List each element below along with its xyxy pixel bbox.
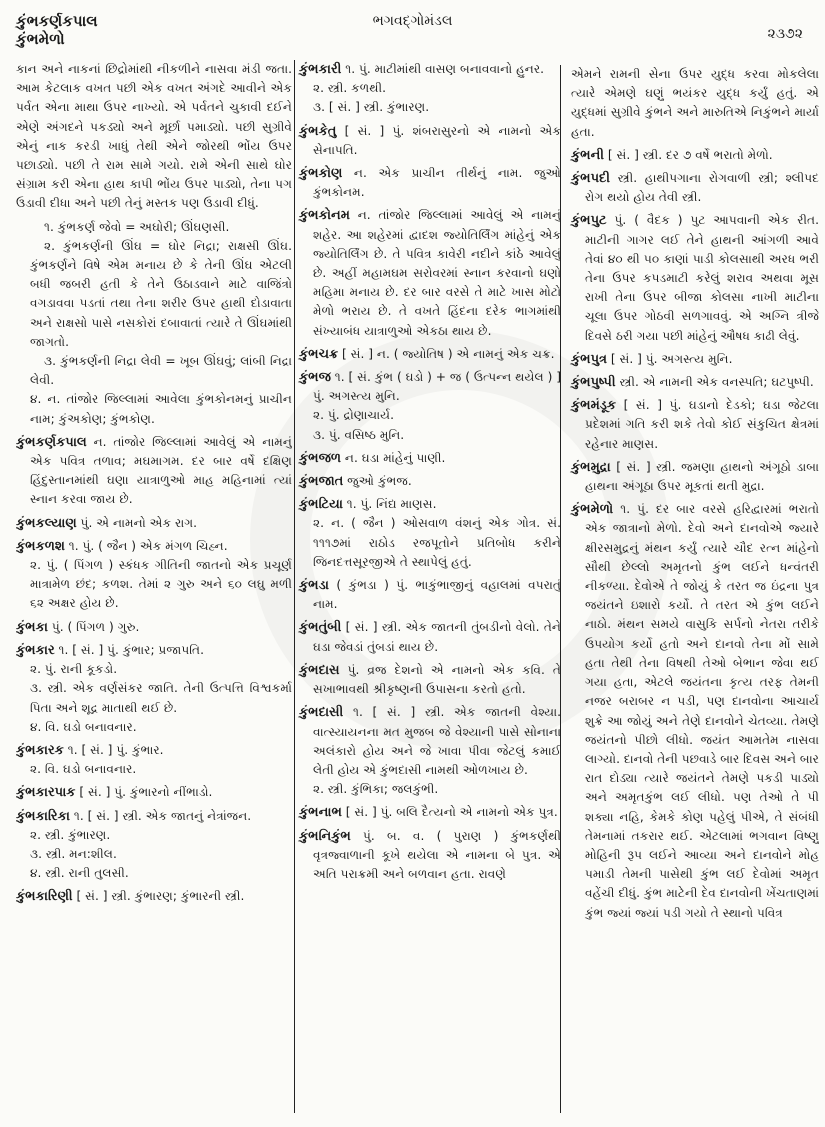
definition: ૧. પું. ( જૈન ) એક મંગળ ચિહ્ન. — [64, 538, 228, 553]
definition: ( કુંભડા ) પું. ભાકુંભાજીનું વહાલમાં વપરાતું નામ. — [313, 578, 561, 612]
definition: ૧. પું. નિંદ્ય માણસ. — [342, 497, 437, 512]
entry-main — [571, 350, 819, 369]
definition: ન. તાંજોર જિલ્લામાં આવેલું એ નામનું શહેર. આ શહેરમાં દ્વાદશ જ્યોતિર્લિંગ માંહેનું એક જ્યોતિર્લિંગ છે. તે પવિત્ર કાવેરી નદીને કાંઠે આવેલું છે. અહીં મહામઘમ સરોવરમાં સ્નાન કરવાનો ઘણો મહિમા મનાય છે. દર બાર વરસે તે માટે ખાસ મોટો મેળો ભરાય છે. તે વખતે હિંદના દરેક ભાગમાંથી સંખ્યાબંધ યાત્રાળુઓ એકઠા થાય છે. — [313, 208, 561, 338]
dictionary-entry — [571, 458, 819, 496]
dictionary-entry — [571, 350, 819, 369]
dictionary-entry — [571, 146, 819, 165]
guide-word-first: કુંભકર્ણકપાલ — [16, 12, 98, 30]
entry-main — [299, 472, 561, 491]
entry-main — [16, 783, 292, 802]
definition: [ સં. ] પું. બલિ દૈત્યનો એ નામનો એક પુત્ર. — [341, 805, 558, 820]
headword: કુંભકર્ણકપાલ — [16, 434, 87, 450]
headword: કુંભપુટ — [571, 213, 607, 229]
entry-list — [571, 146, 819, 923]
dictionary-entry — [16, 887, 292, 906]
headword: કુંભકારક — [16, 742, 64, 758]
definition: ન. ઘડા માંહેનું પાણી. — [341, 450, 446, 465]
sense: ૨. સ્ત્રી. કુંભિકા; જલકુંભી. — [313, 782, 439, 797]
headword: કુંભતુંબી — [299, 620, 342, 636]
entry-main — [571, 396, 819, 454]
sense: ૩. પું. વસિષ્ઠ મુનિ. — [313, 427, 405, 442]
headword: કુંભદાસી — [299, 705, 344, 721]
definition: ૧. પું. દર બાર વરસે હરિદ્વારમાં ભરાતો એક જાત્રાનો મેળો. દેવો અને દાનવોએ જ્યારે ક્ષીરસમુદ્રનું મંથન કર્યું ત્યારે ચૌદ રત્ન માંહેનો સૌથી છેલ્લો અમૃતનો કુંભ લઈને ધન્વંતરી નીકળ્યા. દેવોએ તે જોયું કે તરત જ ઇંદ્રના પુત્ર જયંતને ઇશારો કર્યો. તે તરત એ કુંભ લઈને નાઠો. મંથન સમયે વાસુકિ સર્પનો નેતરા તરીકે ઉપયોગ કર્યો હતો અને દાનવો તેના મોં સામે હતા તેથી તેના વિષથી તેઓ બેભાન જેવા થઈ ગયા હતા, એટલે જયંતના કૃત્ય તરફ તેમની નજર બરાબર ન પડી, પણ દાનવોના આચાર્ય શુક્રે આ જોયું અને તેણે દાનવોને ચેતવ્યા. તેમણે જયંતનો પીછો લીધો. જયંત આમતેમ નાસવા લાગ્યો. દાનવો તેની પછવાડે બાર દિવસ અને બાર રાત દોડ્યા ત્યારે જયંતને તેમણે પકડી પાડ્યો અને અમૃતકુંભ લઈ લીધો. પણ તેઓ તે પી શક્યા નહિ, કેમકે કોણ પહેલું પીએ, તે સંબંધી તેમનામાં તકરાર થઈ. એટલામાં ભગવાન વિષ્ણુ મોહિની રૂપ લઈને આવ્યા અને દાનવોને મોહ પમાડી તેમની પાસેથી કુંભ લઈ દેવોમાં અમૃત વહેંચી દીધું. કુંભ માટેની દેવ દાનવોની ખેંચતાણમાં કુંભ જ્યાં જ્યાં પડી ગયો તે સ્થાનો પવિત્ર — [585, 502, 819, 920]
dictionary-entry — [299, 472, 561, 491]
definition: ન. તાંજોર જિલ્લામાં આવેલું એ નામનું એક પવિત્ર તળાવ; મઘમાગમ. દર બાર વર્ષે દક્ષિણ હિંદુસ્તાનમાંથી ઘણા યાત્રાળુઓ માહ મહિનામાં ત્યાં સ્નાન કરવા જાય છે. — [30, 434, 292, 507]
entry-main — [299, 164, 561, 202]
headword: કુંભકારપાક — [16, 785, 76, 801]
headword: કુંભપુષ્પી — [571, 375, 616, 391]
entry-main — [571, 211, 819, 345]
entry-main — [571, 373, 819, 392]
sense: ૪. ન. તાંજોર જિલ્લામાં આવેલા કુંભકોનમનું પ્રાચીન નામ; કુંઅકોણ; કુંભકોણ. — [30, 392, 292, 426]
guide-word-last: કુંભમેળો — [16, 30, 65, 48]
definition: પું. ( વૈદક ) પુટ આપવાની એક રીત. માટીની ગાગર લઈ તેને હાથની આંગળી આવે તેવાં ૪૦ થી ૫૦ કાણાં પાડી કોલસાથી અરધ ભરી તેના ઉપર કપડમાટી કરેલું શરાવ અથવા મૂસ રાખી તેના ઉપર બીજા કોલસા નાખી માટીના ચૂલા ઉપર ગોઠવી સળગાવવું. એ અગ્નિ ત્રીજે દિવસે ઠરી ગયા પછી માંહેનું ઔષધ કાઢી લેવું. — [585, 213, 819, 343]
entry-main — [299, 449, 561, 468]
page-header — [0, 0, 825, 60]
entry-main — [16, 537, 292, 556]
definition: [ સં. ] પું. કુંભારનો નીંભાડો. — [75, 785, 213, 800]
definition: ૧. પું. માટીમાંથી વાસણ બનાવવાનો હુનર. — [341, 62, 545, 76]
dictionary-entry — [16, 618, 292, 637]
sense: ૨. પું. ( પિંગળ ) સ્કંધક ગીતિની જાતનો એક પ્રચૂર્ણ માત્રામેળ છંદ; કળશ. તેમાં ૨ ગુરુ અને ૬૦ લઘુ મળી ૬૨ અક્ષર હોય છે. — [30, 558, 292, 611]
dictionary-entry — [299, 368, 561, 445]
headword: કુંભમેળો — [571, 502, 614, 518]
definition: ૧. [ સં. ] પું. કુંભાર; પ્રજાપતિ. — [54, 642, 205, 657]
dictionary-entry — [299, 449, 561, 468]
entry-main — [299, 576, 561, 614]
entry-main — [299, 122, 561, 160]
entry-main — [299, 661, 561, 699]
entry-main — [299, 60, 561, 79]
headword: કુંભકારિણી — [16, 889, 73, 905]
headword: કુંભજ — [299, 370, 331, 386]
sense: ૩. સ્ત્રી. મન:શીલ. — [30, 846, 117, 861]
entry-main — [299, 618, 561, 656]
definition: [ સં. ] સ્ત્રી. કુંભારણ; કુંભારની સ્ત્રી. — [72, 889, 245, 904]
definition: ૧. [ સં. કુંભ ( ઘડો ) + જ ( ઉત્પન્ન થયેલ ) ] પું. અગસ્ત્ય મુનિ. — [313, 370, 561, 404]
sense: ૨. વિ. ઘડો બનાવનાર. — [30, 762, 137, 777]
definition: [ સં. ] પું. અગસ્ત્ય મુનિ. — [607, 351, 733, 366]
entry-main — [571, 500, 819, 922]
dictionary-entry — [16, 641, 292, 737]
column-middle — [294, 60, 561, 1113]
headword: કુંભકલ્યાણ — [16, 515, 77, 531]
dictionary-entry — [571, 211, 819, 345]
headword: કુંભજાત — [299, 474, 344, 490]
dictionary-entry — [16, 537, 292, 614]
headword: કુંભનાભ — [299, 805, 342, 821]
definition: [ સં. ] ન. ( જ્યોતિષ ) એ નામનું એક ચક્ર. — [338, 346, 555, 361]
dictionary-entry — [299, 618, 561, 656]
headword: કુંભમુદ્રા — [571, 459, 611, 475]
sense: ૨. પું. દ્રોણાચાર્ય. — [313, 408, 395, 423]
dictionary-entry — [299, 122, 561, 160]
definition: [ સં. ] સ્ત્રી. એક જાતની તુંબડીનો વેલો. તેને ઘડા જેવડાં તુંબડાં થાય છે. — [313, 620, 561, 654]
headword: કુંભડા — [299, 578, 329, 594]
page-number: ૨૩૭૨ — [767, 26, 803, 42]
headword: કુંભપદી — [571, 171, 611, 187]
dictionary-entry — [299, 827, 561, 885]
entry-main — [16, 433, 292, 510]
column-left — [16, 60, 292, 1113]
entry-list — [16, 433, 292, 907]
entry-main — [299, 495, 561, 514]
continued-text: કાન અને નાકનાં છિદ્રોમાંથી નીકળીને નાસવા મંડી જતા. આમ કેટલાક વખત પછી એક વખત અંગદે આવીને એક પર્વત એના માથા ઉપર નાખ્યો. એ પર્વતને ચુકાવી દઈને એણે અંગદને પકડ્યો અને મૂર્છા પમાડ્યો. પછી સુગ્રીવે એનું નાક કરડી ખાધું તેથી એને જોરથી ભોંય ઉપર પછાડ્યો. પછી તે રામ સામે ગયો. રામે એની સાથે ઘોર સંગ્રામ કરી એના હાથ કાપી ભોંય ઉપર પાડ્યો, તેના પગ ઉડાવી દીધા અને પછી તેનું મસ્તક પણ ઉડાવી દીધું. — [16, 62, 292, 211]
definition: [ સં. ] પું. શંબરાસુરનો એ નામનો એક સેનાપતિ. — [313, 123, 561, 157]
dictionary-entry — [299, 803, 561, 822]
dictionary-entry — [16, 433, 292, 510]
dictionary-entry — [571, 500, 819, 922]
dictionary-entry — [299, 661, 561, 699]
entry-main — [299, 345, 561, 364]
dictionary-entry — [299, 206, 561, 340]
headword: કુંભદાસ — [299, 662, 340, 678]
headword: કુંભકા — [16, 619, 48, 635]
entry-main — [16, 618, 292, 637]
definition: ૧. [ સં. ] સ્ત્રી. એક જાતનું નેત્રાંજન. — [69, 808, 252, 823]
dictionary-entry — [16, 783, 292, 802]
headword: કુંભનિકુંભ — [299, 828, 351, 844]
headword: કુંભકારિકા — [16, 808, 70, 824]
definition: પું. એ નામનો એક રાગ. — [76, 515, 198, 530]
entry-main — [16, 741, 292, 760]
idiom: ૩. કુંભકર્ણની નિદ્રા લેવી = ખૂબ ઊંઘવું; લાંબી નિદ્રા લેવી. — [30, 354, 292, 388]
sense: ૨. સ્ત્રી. કુંભારણ. — [30, 827, 111, 842]
headword: કુંભટિયા — [299, 497, 343, 513]
entry-main — [16, 887, 292, 906]
entry-main — [16, 807, 292, 826]
entry-main — [16, 641, 292, 660]
sense: ૩. સ્ત્રી. એક વર્ણસંકર જાતિ. તેની ઉત્પત્તિ વિશ્વકર્મા પિતા અને શૂદ્ર માતાથી થઈ છે. — [30, 681, 292, 715]
headword: કુંભમંડૂક — [571, 398, 617, 414]
dictionary-entry — [299, 164, 561, 202]
headword: કુંભચક્ર — [299, 346, 339, 362]
headword: કુંભકળશ — [16, 538, 65, 554]
definition: જુઓ કુંભજ. — [343, 474, 412, 489]
definition: ન. એક પ્રાચીન તીર્થનું નામ. જુઓ કુંભકોનમ. — [313, 166, 561, 200]
dictionary-entry — [299, 576, 561, 614]
sense: ૨. પું. રાની કૂકડો. — [30, 662, 118, 677]
entry-main — [299, 803, 561, 822]
definition: પું. વ્રજ દેશનો એ નામનો એક કવિ. તે સખાભાવથી શ્રીકૃષ્ણની ઉપાસના કરતો હતો. — [313, 662, 561, 697]
definition: સ્ત્રી. હાથીપગાના રોગવાળી સ્ત્રી; શ્લીપદ રોગ થયો હોય તેવી સ્ત્રી. — [585, 171, 819, 205]
sense: ૨. ન. ( જૈન ) ઓસવાળ વંશનું એક ગોત્ર. સં. ૧૧૧૭માં રાઠોડ રજપૂતોને પ્રતિબોધ કરીને જિનદત્તસૂરજીએ તે સ્થાપેલું હતું. — [313, 516, 561, 569]
entry-main — [571, 146, 819, 165]
entry-main — [299, 368, 561, 406]
definition: ૧. [ સં. ] સ્ત્રી. એક જાતની વેશ્યા. વાત્સ્યાયનના મત મુજબ જે વેશ્યાની પાસે સોનાના અલંકારો હોય અને જે ખાવા પીવા જેટલું કમાઈ લેતી હોય એ કુંભદાસી નામથી ઓળખાય છે. — [313, 705, 561, 777]
entry-main — [571, 458, 819, 496]
idiom: ૨. કુંભકર્ણની ઊંઘ = ઘોર નિદ્રા; રાક્ષસી ઊંઘ. કુંભકર્ણને વિષે એમ મનાય છે કે તેની ઊંઘ એટલી બધી જબરી હતી કે તેને ઉઠાડવાને માટે વાજિંત્રો વગડાવવા પડતાં તથા તેના શરીર ઉપર હાથી દોડાવાતા અને રાક્ષસો પાસે નસકોરાં દબાવાતાં ત્યારે તે ઊંઘમાંથી જાગતો. — [30, 238, 292, 349]
headword: કુંભપુત્ર — [571, 351, 608, 367]
sense: ૪. સ્ત્રી. રાની તુલસી. — [30, 866, 129, 881]
dictionary-entry — [571, 396, 819, 454]
definition: સ્ત્રી. એ નામની એક વનસ્પતિ; ઘટપુષ્પી. — [615, 375, 814, 390]
dictionary-entry — [16, 514, 292, 533]
dictionary-entry — [571, 373, 819, 392]
entry-main — [299, 206, 561, 340]
dictionary-entry — [299, 495, 561, 572]
definition: [ સં. ] સ્ત્રી. દર ૭ વર્ષે ભરાતો મેળો. — [603, 147, 773, 162]
definition: પું. ( પિંગળ ) ગુરુ. — [47, 619, 140, 634]
entry-list — [299, 60, 561, 884]
headword: કુંભની — [571, 147, 604, 163]
definition: [ સં. ] સ્ત્રી. જમણા હાથનો અંગૂઠો ડાબા હાથના અંગૂઠા ઉપર મૂકતાં થતી મુદ્રા. — [585, 459, 819, 494]
dictionary-entry — [16, 741, 292, 779]
dictionary-title: ભગવદ્ગોમંડલ — [372, 13, 453, 29]
dictionary-entry — [299, 703, 561, 799]
entry-main — [299, 827, 561, 885]
headword: કુંભકોનમ — [299, 208, 350, 224]
definition: ૧. [ સં. ] પું. કુંભાર. — [63, 742, 164, 757]
continued-text: એમને રામની સેના ઉપર યુદ્ધ કરવા મોકલેલા ત્યારે એમણે ઘણું ભયંકર યુદ્ધ કર્યું હતું. એ યુદ્ધમાં સુગ્રીવે કુંભને અને મારુતિએ નિકુંભને માર્યા હતા. — [571, 67, 819, 139]
entry-main — [16, 514, 292, 533]
dictionary-entry — [299, 345, 561, 364]
headword: કુંભકાર — [16, 642, 55, 658]
sense: ૩. [ સં. ] સ્ત્રી. કુંભારણ. — [313, 100, 430, 115]
definition: પું. બ. વ. ( પુરાણ ) કુંભકર્ણથી વૃત્રજ્વાળાની કૂખે થયેલા એ નામના બે પુત્ર. એ અતિ પરાક્રમી અને બળવાન હતા. રાવણે — [313, 828, 561, 881]
dictionary-entry — [299, 60, 561, 118]
headword: કુંભકારી — [299, 62, 342, 77]
headword: કુંભકોણ — [299, 166, 343, 182]
sense: ૪. વિ. ઘડો બનાવનાર. — [30, 719, 137, 734]
column-right — [560, 65, 819, 1113]
entry-main — [571, 169, 819, 207]
idiom: ૧. કુંભકર્ણ જેવો = અઘોરી; ઊંઘણસી. — [44, 219, 230, 234]
headword: કુંભજળ — [299, 450, 342, 466]
dictionary-entry — [571, 169, 819, 207]
sense: ૨. સ્ત્રી. કળથી. — [313, 81, 386, 96]
definition: [ સં. ] પું. ઘડાનો દેડકો; ઘડા જેટલા પ્રદેશમાં ગતિ કરી શકે તેવો કોઈ સંકુચિત ક્ષેત્રમાં રહેનાર માણસ. — [585, 398, 819, 451]
dictionary-entry — [16, 807, 292, 884]
headword: કુંભકેતુ — [299, 123, 337, 139]
entry-main — [299, 703, 561, 780]
